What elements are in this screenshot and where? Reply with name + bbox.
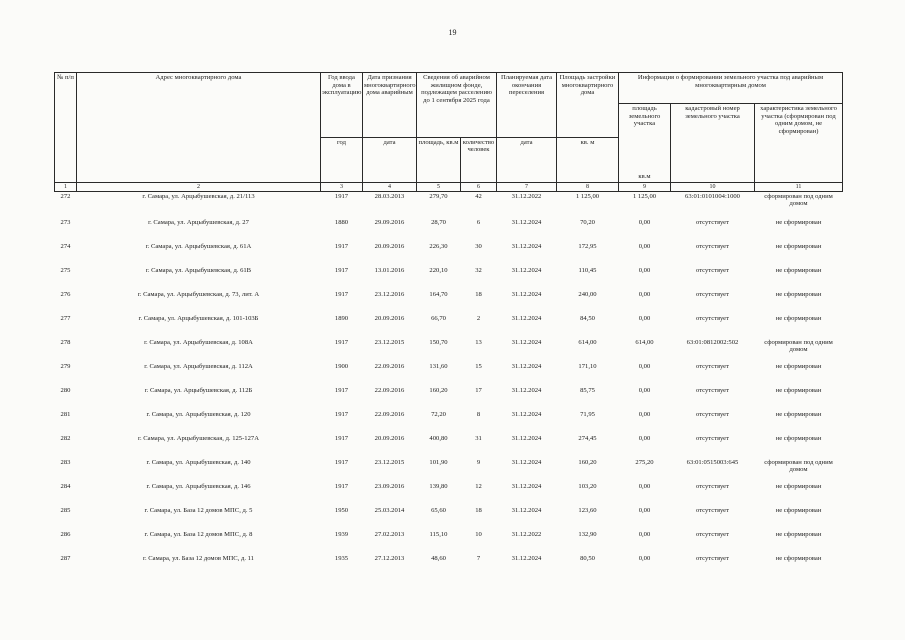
row-planned-date: 31.12.2024 bbox=[511, 266, 542, 274]
col-number: 11 bbox=[755, 182, 843, 191]
header-planned-date: Планируемая дата окончания переселения bbox=[497, 73, 557, 138]
row-cadastral: 63:01:0515003:645 bbox=[686, 458, 739, 466]
row-year: 1917 bbox=[334, 192, 349, 200]
table-row bbox=[55, 362, 843, 386]
unit-date2: дата bbox=[497, 137, 557, 182]
col-number: 4 bbox=[363, 182, 417, 191]
table-row bbox=[55, 218, 843, 242]
row-date: 29.09.2016 bbox=[374, 218, 405, 226]
header-recognition-date: Дата признания многоквартирного дома аварийным bbox=[363, 73, 417, 138]
row-area: 139,80 bbox=[429, 482, 448, 490]
row-year: 1900 bbox=[334, 362, 349, 370]
row-area: 164,70 bbox=[429, 290, 448, 298]
row-address: г. Самара, ул. Арцыбушевская, д. 120 bbox=[146, 410, 251, 418]
row-land-char: не сформирован bbox=[775, 554, 822, 562]
row-cadastral: отсутствует bbox=[696, 290, 729, 298]
row-land-area: 0,00 bbox=[638, 410, 651, 418]
row-year: 1917 bbox=[334, 434, 349, 442]
row-land-char: не сформирован bbox=[775, 506, 822, 514]
row-number: 273 bbox=[60, 218, 71, 226]
row-year: 1917 bbox=[334, 242, 349, 250]
row-date: 23.09.2016 bbox=[374, 482, 405, 490]
unit-date: дата bbox=[363, 137, 417, 182]
row-area: 28,70 bbox=[431, 218, 446, 226]
row-cadastral: отсутствует bbox=[696, 506, 729, 514]
row-area: 115,10 bbox=[429, 530, 448, 538]
row-year: 1917 bbox=[334, 338, 349, 346]
col-number: 1 bbox=[55, 182, 77, 191]
header-land-char: характеристика земельного участка (сформирован под одним домом, не сформирован) bbox=[755, 104, 843, 183]
row-land-char: не сформирован bbox=[775, 290, 822, 298]
row-land-char: сформирован под одним домом bbox=[764, 458, 833, 474]
row-number: 278 bbox=[60, 338, 71, 346]
housing-register-table bbox=[54, 72, 843, 578]
row-date: 13.01.2016 bbox=[374, 266, 405, 274]
row-land-char: не сформирован bbox=[775, 482, 822, 490]
table-row bbox=[55, 554, 843, 578]
row-people: 17 bbox=[475, 386, 482, 394]
row-date: 28.03.2013 bbox=[374, 192, 405, 200]
row-land-area: 0,00 bbox=[638, 362, 651, 370]
row-planned-date: 31.12.2024 bbox=[511, 482, 542, 490]
row-number: 276 bbox=[60, 290, 71, 298]
row-land-char: не сформирован bbox=[775, 218, 822, 226]
row-date: 27.12.2013 bbox=[374, 554, 405, 562]
row-land-char: не сформирован bbox=[775, 410, 822, 418]
row-land-char: не сформирован bbox=[775, 362, 822, 370]
row-people: 42 bbox=[475, 192, 482, 200]
row-area: 48,60 bbox=[431, 554, 446, 562]
row-date: 23.12.2015 bbox=[374, 458, 405, 466]
row-year: 1917 bbox=[334, 290, 349, 298]
row-number: 286 bbox=[60, 530, 71, 538]
row-address: г. Самара, ул. Арцыбушевская, д. 140 bbox=[146, 458, 251, 466]
row-address: г. Самара, ул. Арцыбушевская, д. 61В bbox=[145, 266, 252, 274]
row-number: 284 bbox=[60, 482, 71, 490]
row-cadastral: отсутствует bbox=[696, 386, 729, 394]
col-number: 6 bbox=[461, 182, 497, 191]
row-building-area: 172,95 bbox=[578, 242, 597, 250]
row-building-area: 274,45 bbox=[578, 434, 597, 442]
row-land-area: 1 125,00 bbox=[632, 192, 657, 200]
row-address: г. Самара, ул. База 12 домов МПС, д. 8 bbox=[144, 530, 253, 538]
row-land-area: 0,00 bbox=[638, 242, 651, 250]
row-people: 13 bbox=[475, 338, 482, 346]
row-building-area: 103,20 bbox=[578, 482, 597, 490]
row-land-area: 0,00 bbox=[638, 434, 651, 442]
row-number: 287 bbox=[60, 554, 71, 562]
col-number: 5 bbox=[417, 182, 461, 191]
row-address: г. Самара, ул. Арцыбушевская, д. 101-103Б bbox=[138, 314, 259, 322]
row-planned-date: 31.12.2024 bbox=[511, 314, 542, 322]
header-year-built: Год ввода дома в эксплуатацию bbox=[321, 73, 363, 138]
row-building-area: 160,20 bbox=[578, 458, 597, 466]
row-year: 1880 bbox=[334, 218, 349, 226]
table-row bbox=[55, 434, 843, 458]
row-land-area: 275,20 bbox=[635, 458, 654, 466]
row-land-char: не сформирован bbox=[775, 314, 822, 322]
row-planned-date: 31.12.2024 bbox=[511, 410, 542, 418]
row-building-area: 71,95 bbox=[580, 410, 595, 418]
table-row bbox=[55, 266, 843, 290]
row-cadastral: отсутствует bbox=[696, 410, 729, 418]
table-row bbox=[55, 530, 843, 554]
row-cadastral: отсутствует bbox=[696, 242, 729, 250]
row-cadastral: 63:01:0812002:502 bbox=[686, 338, 739, 346]
row-land-area: 0,00 bbox=[638, 482, 651, 490]
row-area: 66,70 bbox=[431, 314, 446, 322]
row-building-area: 85,75 bbox=[580, 386, 595, 394]
row-building-area: 123,60 bbox=[578, 506, 597, 514]
col-number: 7 bbox=[497, 182, 557, 191]
row-date: 25.03.2014 bbox=[374, 506, 405, 514]
row-date: 22.09.2016 bbox=[374, 386, 405, 394]
unit-sqm: кв. м bbox=[557, 137, 619, 182]
row-date: 23.12.2016 bbox=[374, 290, 405, 298]
table-row bbox=[55, 482, 843, 506]
row-number: 279 bbox=[60, 362, 71, 370]
row-planned-date: 31.12.2024 bbox=[511, 386, 542, 394]
unit-year: год bbox=[321, 137, 363, 182]
row-building-area: 1 125,00 bbox=[575, 192, 600, 200]
row-number: 281 bbox=[60, 410, 71, 418]
row-land-area: 614,00 bbox=[635, 338, 654, 346]
unit-sqm2: кв.м bbox=[638, 173, 651, 181]
row-cadastral: отсутствует bbox=[696, 266, 729, 274]
row-land-area: 0,00 bbox=[638, 314, 651, 322]
row-number: 283 bbox=[60, 458, 71, 466]
row-land-char: не сформирован bbox=[775, 242, 822, 250]
col-number: 9 bbox=[619, 182, 671, 191]
row-cadastral: отсутствует bbox=[696, 482, 729, 490]
table-row bbox=[55, 458, 843, 482]
col-number: 2 bbox=[77, 182, 321, 191]
row-address: г. Самара, ул. Арцыбушевская, д. 73, лит. А bbox=[137, 290, 260, 298]
header-land-area-text: площадь земельного участка bbox=[628, 105, 661, 128]
header-cadastral: кадастровый номер земельного участка bbox=[671, 104, 755, 183]
table-row bbox=[55, 410, 843, 434]
row-address: г. Самара, ул. Арцыбушевская, д. 112А bbox=[144, 362, 253, 370]
table-body bbox=[55, 191, 843, 578]
row-people: 30 bbox=[475, 242, 482, 250]
row-address: г. Самара, ул. Арцыбушевская, д. 21/113 bbox=[142, 192, 255, 200]
row-address: г. Самара, ул. Арцыбушевская, д. 125-127А bbox=[138, 434, 259, 442]
row-date: 20.09.2016 bbox=[374, 314, 405, 322]
row-cadastral: 63:01:0101004:1000 bbox=[685, 192, 740, 200]
table-row bbox=[55, 191, 843, 218]
table-row bbox=[55, 338, 843, 362]
table-row bbox=[55, 242, 843, 266]
row-land-area: 0,00 bbox=[638, 554, 651, 562]
row-building-area: 84,50 bbox=[580, 314, 595, 322]
row-year: 1939 bbox=[334, 530, 349, 538]
row-year: 1890 bbox=[334, 314, 349, 322]
row-number: 275 bbox=[60, 266, 71, 274]
header-emergency-info: Сведения об аварийном жилищном фонде, подлежащем расселению до 1 сентября 2025 года bbox=[417, 73, 497, 138]
row-building-area: 70,20 bbox=[580, 218, 595, 226]
row-land-area: 0,00 bbox=[638, 530, 651, 538]
row-date: 23.12.2015 bbox=[374, 338, 405, 346]
row-number: 282 bbox=[60, 434, 71, 442]
row-cadastral: отсутствует bbox=[696, 362, 729, 370]
table-row bbox=[55, 314, 843, 338]
row-year: 1917 bbox=[334, 482, 349, 490]
row-area: 400,80 bbox=[429, 434, 448, 442]
row-cadastral: отсутствует bbox=[696, 434, 729, 442]
row-land-char: не сформирован bbox=[775, 530, 822, 538]
header-address: Адрес многоквартирного дома bbox=[77, 73, 321, 183]
row-date: 27.02.2013 bbox=[374, 530, 405, 538]
row-year: 1917 bbox=[334, 410, 349, 418]
row-address: г. Самара, ул. База 12 домов МПС, д. 5 bbox=[144, 506, 253, 514]
row-planned-date: 31.12.2024 bbox=[511, 242, 542, 250]
row-cadastral: отсутствует bbox=[696, 554, 729, 562]
row-area: 72,20 bbox=[431, 410, 446, 418]
row-land-area: 0,00 bbox=[638, 506, 651, 514]
row-land-char: не сформирован bbox=[775, 266, 822, 274]
header-land-info: Информация о формировании земельного участка под аварийным многоквартирным домом bbox=[619, 73, 843, 104]
header-num: № п/п bbox=[55, 73, 77, 183]
row-people: 2 bbox=[476, 314, 481, 322]
row-planned-date: 31.12.2022 bbox=[511, 530, 542, 538]
row-people: 10 bbox=[475, 530, 482, 538]
row-address: г. Самара, ул. Арцыбушевская, д. 112Б bbox=[144, 386, 253, 394]
page-number: 19 bbox=[448, 28, 457, 37]
row-planned-date: 31.12.2024 bbox=[511, 434, 542, 442]
row-area: 220,10 bbox=[429, 266, 448, 274]
row-people: 32 bbox=[475, 266, 482, 274]
row-land-char: не сформирован bbox=[775, 434, 822, 442]
row-building-area: 80,50 bbox=[580, 554, 595, 562]
row-year: 1935 bbox=[334, 554, 349, 562]
row-number: 285 bbox=[60, 506, 71, 514]
row-address: г. Самара, ул. Арцыбушевская, д. 27 bbox=[148, 218, 249, 226]
row-planned-date: 31.12.2024 bbox=[511, 506, 542, 514]
row-building-area: 132,90 bbox=[578, 530, 597, 538]
row-people: 31 bbox=[475, 434, 482, 442]
row-address: г. Самара, ул. Арцыбушевская, д. 108А bbox=[144, 338, 253, 346]
table-row bbox=[55, 290, 843, 314]
row-area: 65,60 bbox=[431, 506, 446, 514]
row-land-char: сформирован под одним домом bbox=[764, 338, 833, 354]
row-address: г. Самара, ул. База 12 домов МПС, д. 11 bbox=[143, 554, 254, 562]
row-people: 7 bbox=[476, 554, 481, 562]
row-year: 1917 bbox=[334, 266, 349, 274]
row-people: 12 bbox=[475, 482, 482, 490]
row-date: 22.09.2016 bbox=[374, 362, 405, 370]
row-year: 1917 bbox=[334, 458, 349, 466]
col-number: 3 bbox=[321, 182, 363, 191]
row-planned-date: 31.12.2024 bbox=[511, 338, 542, 346]
row-area: 226,30 bbox=[429, 242, 448, 250]
row-land-area: 0,00 bbox=[638, 266, 651, 274]
row-people: 8 bbox=[476, 410, 481, 418]
unit-area: площадь, кв.м bbox=[417, 137, 461, 182]
row-number: 280 bbox=[60, 386, 71, 394]
row-land-char: сформирован под одним домом bbox=[764, 192, 833, 208]
row-area: 160,20 bbox=[429, 386, 448, 394]
unit-people: количество человек bbox=[461, 137, 497, 182]
row-date: 22.09.2016 bbox=[374, 410, 405, 418]
row-planned-date: 31.12.2024 bbox=[511, 362, 542, 370]
row-people: 18 bbox=[475, 506, 482, 514]
row-number: 277 bbox=[60, 314, 71, 322]
row-people: 6 bbox=[476, 218, 481, 226]
row-building-area: 110,45 bbox=[578, 266, 597, 274]
row-planned-date: 31.12.2024 bbox=[511, 458, 542, 466]
row-people: 18 bbox=[475, 290, 482, 298]
row-year: 1950 bbox=[334, 506, 349, 514]
row-date: 20.09.2016 bbox=[374, 242, 405, 250]
row-number: 274 bbox=[60, 242, 71, 250]
row-number: 272 bbox=[60, 192, 71, 200]
row-land-area: 0,00 bbox=[638, 290, 651, 298]
row-land-char: не сформирован bbox=[775, 386, 822, 394]
row-cadastral: отсутствует bbox=[696, 218, 729, 226]
row-area: 101,90 bbox=[429, 458, 448, 466]
row-planned-date: 31.12.2022 bbox=[511, 192, 542, 200]
row-land-area: 0,00 bbox=[638, 386, 651, 394]
col-number: 10 bbox=[671, 182, 755, 191]
table-row bbox=[55, 386, 843, 410]
row-date: 20.09.2016 bbox=[374, 434, 405, 442]
row-planned-date: 31.12.2024 bbox=[511, 290, 542, 298]
row-planned-date: 31.12.2024 bbox=[511, 554, 542, 562]
row-area: 279,70 bbox=[429, 192, 448, 200]
row-cadastral: отсутствует bbox=[696, 530, 729, 538]
row-area: 150,70 bbox=[429, 338, 448, 346]
row-planned-date: 31.12.2024 bbox=[511, 218, 542, 226]
header-land-area bbox=[619, 104, 671, 183]
row-cadastral: отсутствует bbox=[696, 314, 729, 322]
table-row bbox=[55, 506, 843, 530]
col-number: 8 bbox=[557, 182, 619, 191]
row-building-area: 240,00 bbox=[578, 290, 597, 298]
row-area: 131,60 bbox=[429, 362, 448, 370]
row-year: 1917 bbox=[334, 386, 349, 394]
header-building-area: Площадь застройки многоквартирного дома bbox=[557, 73, 619, 138]
row-address: г. Самара, ул. Арцыбушевская, д. 61А bbox=[145, 242, 252, 250]
row-building-area: 614,00 bbox=[578, 338, 597, 346]
row-building-area: 171,10 bbox=[578, 362, 597, 370]
row-people: 15 bbox=[475, 362, 482, 370]
row-people: 9 bbox=[476, 458, 481, 466]
row-land-area: 0,00 bbox=[638, 218, 651, 226]
row-address: г. Самара, ул. Арцыбушевская, д. 146 bbox=[146, 482, 251, 490]
